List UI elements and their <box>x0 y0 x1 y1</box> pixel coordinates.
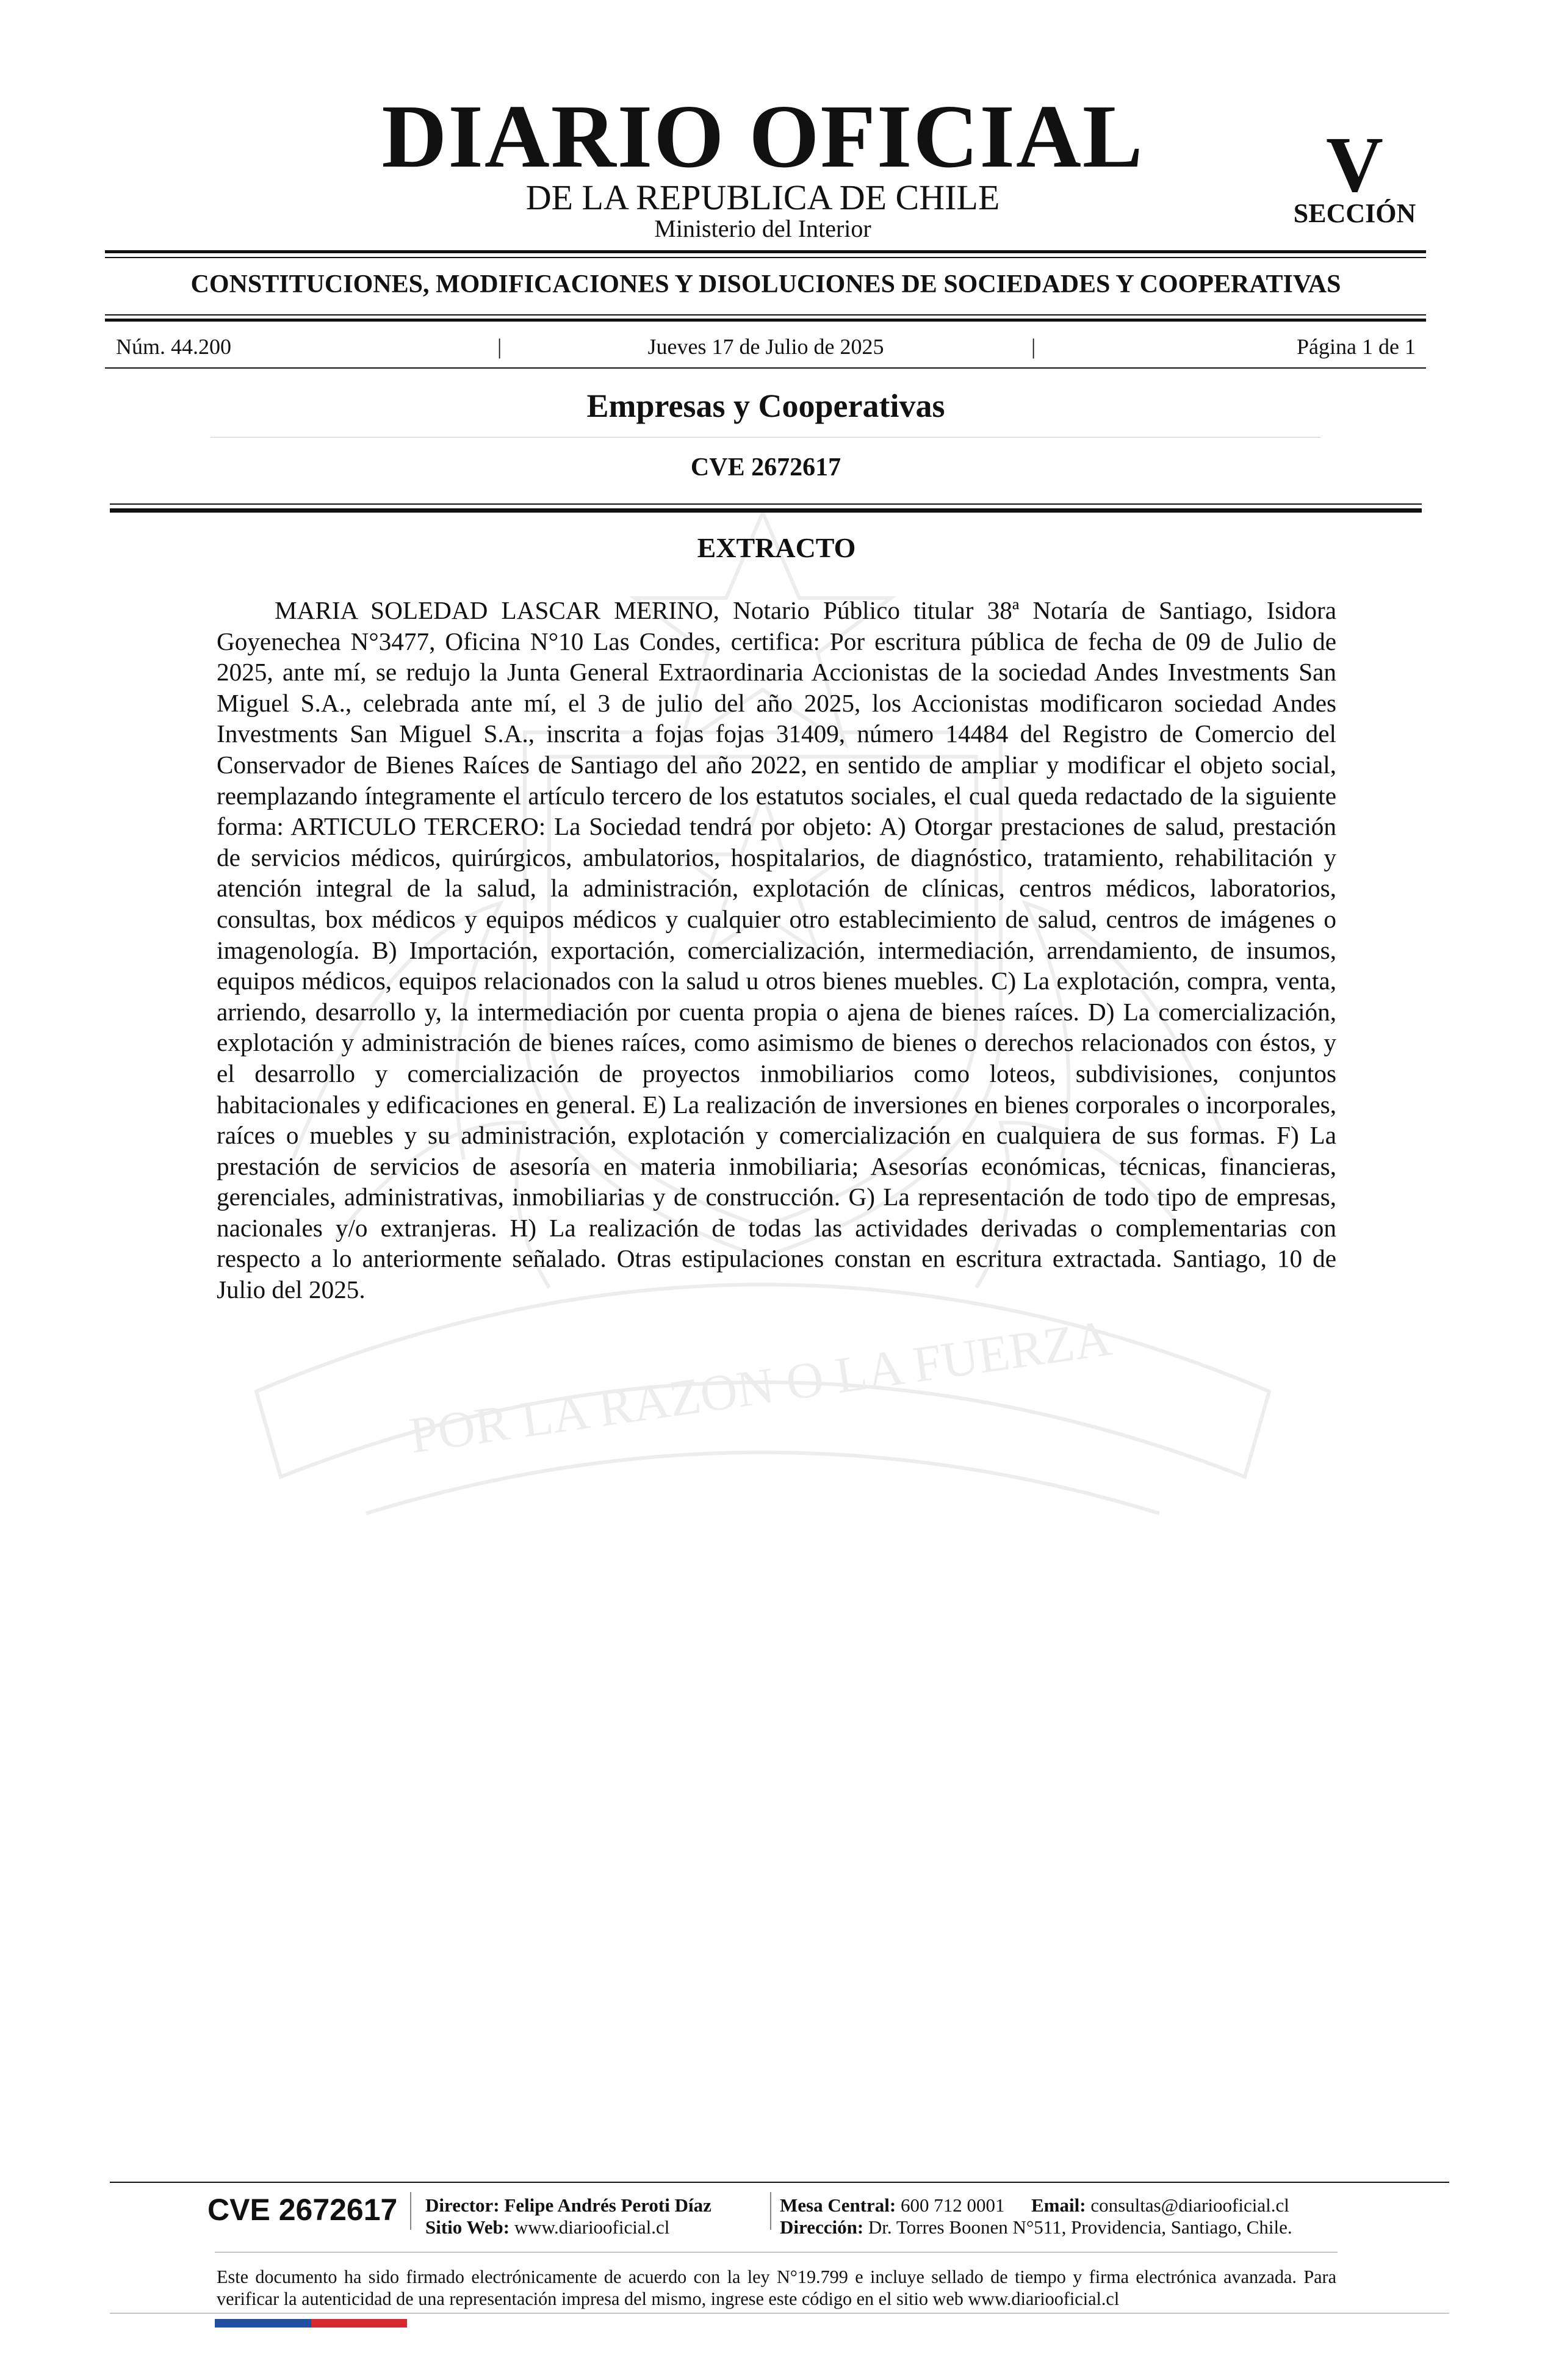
director-name: Felipe Andrés Peroti Díaz <box>504 2194 711 2216</box>
content-rule-thick <box>110 508 1422 513</box>
issue-number: Núm. 44.200 <box>116 334 231 359</box>
flag-blue-segment <box>215 2319 311 2328</box>
address-text: Dr. Torres Boonen N°511, Providencia, Santiago, Chile. <box>868 2216 1292 2238</box>
footer-divider <box>410 2192 411 2230</box>
footer-disclaimer: Este documento ha sido firmado electrónicamente de acuerdo con la ley N°19.799 e incluye sellado de tiempo y firma electrónica avanzada. Para verificar la autenticidad de una representación impresa del mismo, ingrese este código en el sitio web www.diariooficial.cl <box>217 2266 1336 2309</box>
email-label: Email: <box>1031 2194 1086 2216</box>
masthead-title: DIARIO OFICIAL <box>381 87 1144 187</box>
section-letter: V <box>1326 121 1383 209</box>
phone-number: 600 712 0001 <box>901 2194 1005 2216</box>
banner-rule-thin <box>105 314 1426 316</box>
section-label: SECCIÓN <box>1293 198 1416 228</box>
header-rule-thick <box>105 250 1426 253</box>
issue-separator: | <box>1031 334 1036 359</box>
footer-contact <box>780 2196 1289 2215</box>
email-link[interactable]: consultas@diariooficial.cl <box>1090 2194 1289 2216</box>
issue-rule <box>105 367 1426 369</box>
masthead-subtitle: DE LA REPUBLICA DE CHILE <box>525 178 1000 217</box>
website-label: Sitio Web: <box>425 2216 510 2238</box>
footer-address <box>780 2218 1292 2237</box>
issue-bar <box>110 334 1422 359</box>
footer-website <box>425 2218 669 2237</box>
footer-rule <box>110 2182 1449 2183</box>
header-rule-thin <box>105 257 1426 258</box>
issue-separator: | <box>497 334 502 359</box>
address-label: Dirección: <box>780 2216 864 2238</box>
director-label: Director: <box>425 2194 500 2216</box>
footer-cve-code: CVE 2672617 <box>207 2193 398 2227</box>
flag-red-segment <box>311 2319 408 2328</box>
document-body: MARIA SOLEDAD LASCAR MERINO, Notario Público titular 38ª Notaría de Santiago, Isidora Goyenechea N°3477, Oficina N°10 Las Condes, certifica: Por escritura pública de fecha de 09 de Julio de 2025, ante mí, se redujo la Junta General Extraordinaria Accionistas de la sociedad Andes Investments San Miguel S.A., celebrada ante mí, el 3 de julio del año 2025, los Accionistas modificaron sociedad Andes Investments San Miguel S.A., inscrita a fojas fojas 31409, número 14484 del Registro de Comercio del Conservador de Bienes Raíces de Santiago del año 2022, en sentido de ampliar y modificar el objeto social, reemplazando íntegramente el artículo tercero de los estatutos sociales, el cual queda redactado de la siguiente forma: ARTICULO TERCERO: La Sociedad tendrá por objeto: A) Otorgar prestaciones de salud, prestación de servicios médicos, quirúrgicos, ambulatorios, hospitalarios, de diagnóstico, tratamiento, rehabilitación y atención integral de la salud, la administración, explotación de clínicas, centros médicos, laboratorios, consultas, box médicos y equipos médicos y cualquier otro establecimiento de salud, centros de imágenes o imagenología. B) Importación, exportación, comercialización, intermediación, arrendamiento, de insumos, equipos médicos, equipos relacionados con la salud u otros bienes muebles. C) La explotación, compra, venta, arriendo, desarrollo y, la intermediación por cuenta propia o ajena de bienes raíces. D) La comercialización, explotación y administración de bienes raíces, como asimismo de bienes o derechos relacionados con éstos, y el desarrollo y comercialización de proyectos inmobiliarios como loteos, subdivisiones, conjuntos habitacionales y edificaciones en general. E) La realización de inversiones en bienes corporales o incorporales, raíces o muebles y su administración, explotación y comercialización en cualquiera de sus formas. F) La prestación de servicios de asesoría en materia inmobiliaria; Asesorías económicas, técnicas, financieras, gerenciales, administrativas, inmobiliarias y de construcción. G) La representación de todo tipo de empresas, nacionales y/o extranjeras. H) La realización de todas las actividades derivadas o complementarias con respecto a lo anteriormente señalado. Otras estipulaciones constan en escritura extractada. Santiago, 10 de Julio del 2025. <box>217 596 1336 1304</box>
ministry-label: Ministerio del Interior <box>654 215 871 242</box>
document-title: EXTRACTO <box>697 532 856 563</box>
category-underline <box>211 437 1321 438</box>
footer-director <box>425 2196 711 2215</box>
flag-color-bar <box>215 2319 407 2328</box>
phone-label: Mesa Central: <box>780 2194 896 2216</box>
cve-code: CVE 2672617 <box>690 453 841 481</box>
content-rule-thin <box>110 503 1422 505</box>
watermark-motto: POR LA RAZON O LA FUERZA <box>406 1310 1115 1465</box>
section-banner: CONSTITUCIONES, MODIFICACIONES Y DISOLUCIONES DE SOCIEDADES Y COOPERATIVAS <box>190 270 1341 298</box>
category-title: Empresas y Cooperativas <box>586 388 945 424</box>
footer-divider <box>770 2192 771 2230</box>
issue-page: Página 1 de 1 <box>1297 334 1416 359</box>
banner-rule-thick <box>105 319 1426 322</box>
issue-date: Jueves 17 de Julio de 2025 <box>647 334 884 359</box>
website-link[interactable]: www.diariooficial.cl <box>514 2216 670 2238</box>
